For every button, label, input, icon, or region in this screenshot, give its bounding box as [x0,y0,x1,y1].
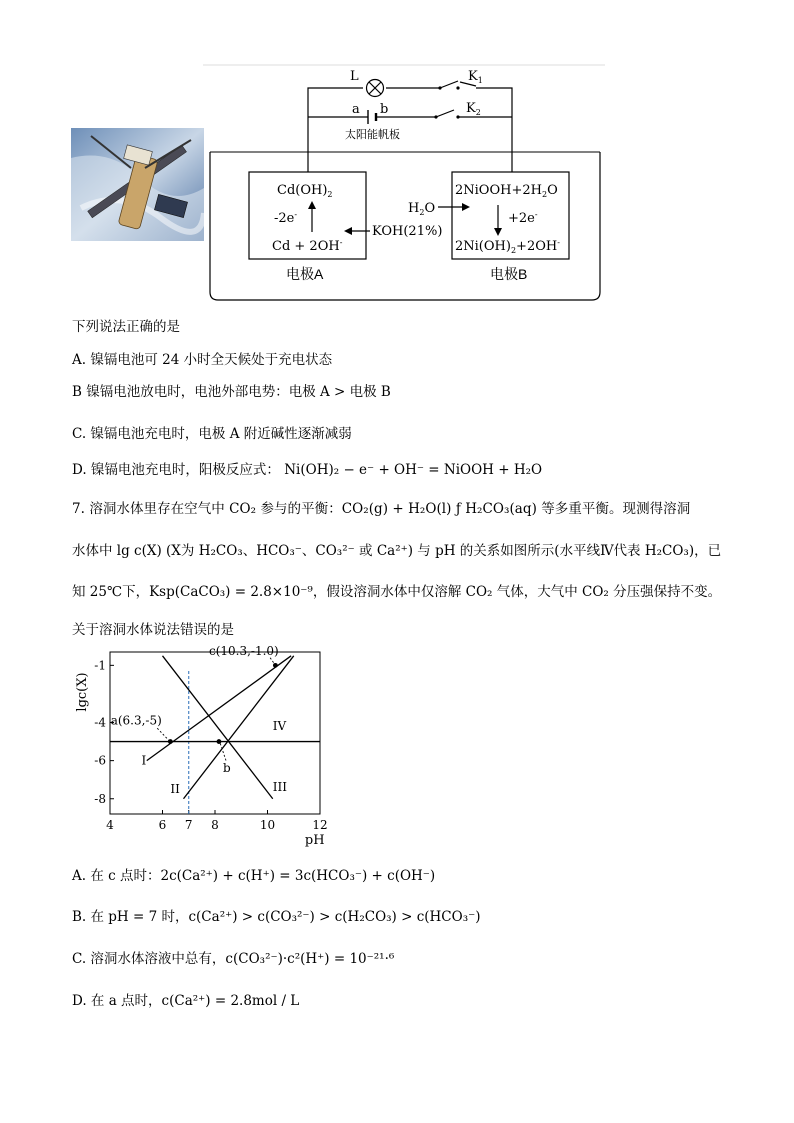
x-tick-label: 12 [312,818,328,832]
y-axis-label: lgc(X) [75,672,90,712]
q7-stem-line1: 7. 溶洞水体里存在空气中 CO₂ 参与的平衡：CO₂(g) + H₂O(l) ƒ H₂CO₃(aq) 等多重平衡。现测得溶洞 [72,501,691,517]
y-tick-label: -4 [94,715,106,730]
lgc-ph-chart [72,644,342,849]
water-label: $H_2O$ [408,201,436,217]
point-c-label: c(10.3,-1.0) [208,644,279,658]
electrode-a-bottom: Cd + 2OH- [272,238,343,254]
q6-option-d-text: D. 镍镉电池充电时，阳极反应式： [72,462,280,478]
electrode-b-bottom: $2Ni(OH)_2+2OH^-$ [455,238,560,255]
electrode-b-arrow-label: +2e- [508,210,538,226]
series-line-III [163,656,273,799]
solar-label: 太阳能帆板 [345,129,400,141]
x-axis-label: pH [304,833,325,848]
electrode-a-arrow-label: -2e- [274,210,298,226]
point-b [217,739,222,744]
q6-option-b[interactable]: B 镍镉电池放电时，电池外部电势：电极 A > 电极 B [72,384,391,400]
series-line-I [147,656,291,761]
x-tick-label: 8 [211,818,219,832]
k2-label: $K_2$ [466,101,481,117]
q7-stem-line3: 知 25℃下，Ksp(CaCO₃) = 2.8×10⁻⁹，假设溶洞水体中仅溶解 CO₂ 气体，大气中 CO₂ 分压强保持不变。 [72,584,722,600]
x-tick-label: 4 [106,818,114,832]
q7-option-b[interactable]: B. 在 pH = 7 时，c(Ca²⁺) > c(CO₃²⁻) > c(H₂CO₃) > c(HCO₃⁻) [72,909,481,925]
q6-option-d[interactable] [72,458,542,478]
q6-option-a[interactable]: A. 镍镉电池可 24 小时全天候处于充电状态 [72,352,333,368]
q6-option-d-equation: Ni(OH)₂ − e⁻ + OH⁻ = NiOOH + H₂O [284,462,543,478]
electrode-a-top: $Cd(OH)_2$ [277,183,333,199]
plot-frame [110,652,320,814]
point-b-label: b [222,761,231,776]
series-label-III: III [272,780,287,795]
battery-circuit-diagram [200,60,610,305]
a-label: a [352,102,360,117]
q6-prompt: 下列说法正确的是 [72,319,180,335]
electrode-b-top: $2NiOOH+2H_2O$ [455,183,558,199]
electrode-a-name: 电极A [286,266,324,282]
x-tick-label: 7 [184,818,193,832]
series-label-II: II [170,782,180,797]
point-c [273,663,278,668]
satellite-photo [71,128,204,241]
electrode-b-name: 电极B [490,266,528,282]
x-tick-label: 6 [158,818,167,832]
x-tick-label: 10 [259,818,276,832]
y-tick-label: -8 [94,791,106,806]
y-tick-label: -1 [94,658,106,673]
q7-option-a[interactable]: A. 在 c 点时：2c(Ca²⁺) + c(H⁺) = 3c(HCO₃⁻) + c(OH⁻) [72,868,436,884]
series-label-I: I [141,753,147,768]
lamp-icon [367,80,384,97]
point-a-label: a(6.3,-5) [110,713,162,728]
point-b-leader [220,743,226,760]
point-a-leader [157,728,169,740]
series-label-IV: IV [272,719,287,734]
k1-label: $K_1$ [468,69,483,85]
y-tick-label: -6 [94,753,106,768]
q7-stem-line2: 水体中 lg c(X) (X为 H₂CO₃、HCO₃⁻、CO₃²⁻ 或 Ca²⁺) 与 pH 的关系如图所示(水平线Ⅳ代表 H₂CO₃)，已 [72,543,722,559]
q6-option-c[interactable]: C. 镍镉电池充电时，电极 A 附近碱性逐渐减弱 [72,426,352,442]
lamp-label: L [350,69,359,84]
q7-prompt: 关于溶洞水体说法错误的是 [72,622,234,638]
q7-option-c[interactable]: C. 溶洞水体溶液中总有，c(CO₃²⁻)·c²(H⁺) = 10⁻²¹·⁶ [72,951,395,967]
q7-option-d[interactable]: D. 在 a 点时，c(Ca²⁺) = 2.8mol / L [72,993,300,1009]
koh-label: KOH(21%) [372,224,443,239]
solar-cell-icon [368,110,376,124]
b-label: b [380,102,389,117]
